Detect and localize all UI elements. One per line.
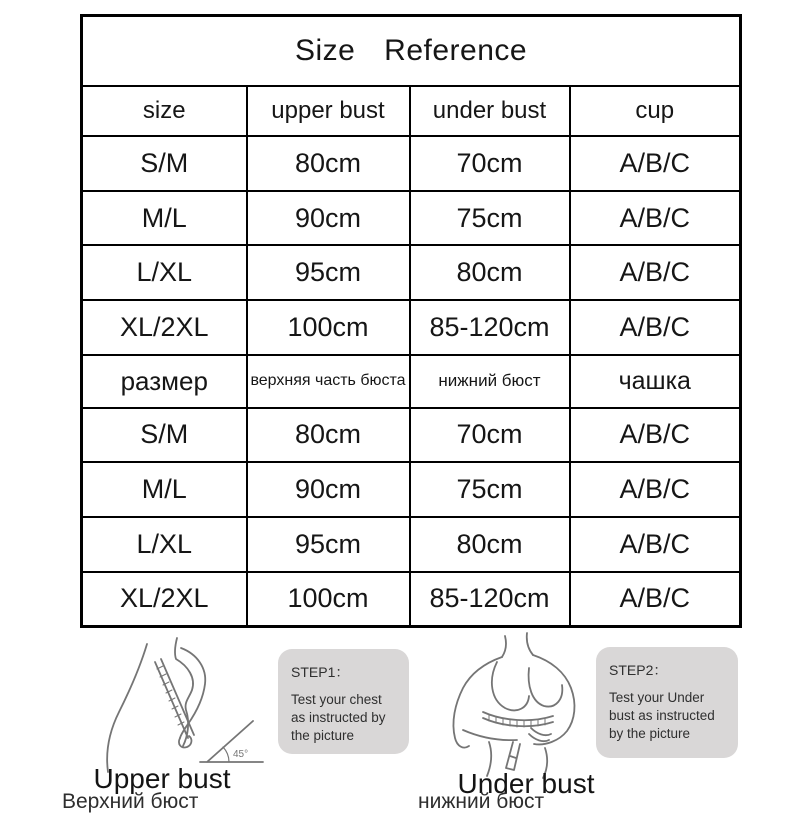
table-row bbox=[82, 86, 741, 136]
angle-lines bbox=[200, 721, 263, 762]
size-table-body bbox=[82, 16, 741, 627]
step2-label: STEP2： bbox=[609, 662, 668, 678]
table-header-cell: cup bbox=[570, 86, 741, 136]
hanging-tape-end bbox=[506, 742, 520, 770]
table-cell: 80cm bbox=[247, 136, 410, 191]
table-cell: 80cm bbox=[247, 408, 410, 463]
table-header-cell: размер bbox=[82, 355, 247, 408]
table-row bbox=[82, 572, 741, 627]
figure-neck-right bbox=[527, 633, 533, 655]
table-header-cell: upper bust bbox=[247, 86, 410, 136]
table-title: Size Reference bbox=[82, 16, 741, 87]
step2-box bbox=[596, 647, 738, 758]
figure-hands bbox=[529, 728, 551, 741]
figure-back-line bbox=[107, 644, 147, 772]
table-cell: L/XL bbox=[82, 517, 247, 572]
table-cell: 90cm bbox=[247, 191, 410, 246]
table-cell: 85-120cm bbox=[410, 572, 570, 627]
table-cell: 100cm bbox=[247, 572, 410, 627]
angle-label: 45° bbox=[233, 749, 249, 760]
step1-text: Test your chest as instructed by the picture bbox=[291, 692, 386, 743]
table-cell: S/M bbox=[82, 136, 247, 191]
table-cell: M/L bbox=[82, 462, 247, 517]
angle-arc bbox=[223, 747, 229, 762]
table-cell: A/B/C bbox=[570, 191, 741, 246]
table-cell: A/B/C bbox=[570, 572, 741, 627]
table-title-row bbox=[82, 16, 741, 87]
step1-box bbox=[278, 649, 409, 754]
table-header-cell: нижний бюст bbox=[410, 355, 570, 408]
step2-text: Test your Under bust as instructed by the picture bbox=[609, 690, 715, 741]
upper-bust-illustration bbox=[95, 638, 265, 774]
figure-left-breast bbox=[492, 662, 529, 710]
table-cell: 95cm bbox=[247, 517, 410, 572]
figure-left-forearm bbox=[463, 730, 517, 740]
table-cell: 70cm bbox=[410, 408, 570, 463]
underbust-tape bbox=[483, 712, 553, 726]
table-cell: XL/2XL bbox=[82, 572, 247, 627]
table-cell: M/L bbox=[82, 191, 247, 246]
table-cell: XL/2XL bbox=[82, 300, 247, 355]
table-cell: A/B/C bbox=[570, 245, 741, 300]
upper-bust-caption-ru-text: Верхний бюст bbox=[62, 790, 199, 813]
table-row bbox=[82, 517, 741, 572]
table-row bbox=[82, 300, 741, 355]
table-cell: 70cm bbox=[410, 136, 570, 191]
upper-bust-caption: Upper bust bbox=[93, 763, 231, 794]
table-cell: S/M bbox=[82, 408, 247, 463]
under-bust-caption-ru-clipped bbox=[418, 790, 608, 813]
figure-neck-left bbox=[502, 636, 506, 657]
table-cell: 90cm bbox=[247, 462, 410, 517]
under-bust-caption: Under bust bbox=[457, 768, 595, 799]
table-header-cell: size bbox=[82, 86, 247, 136]
size-reference-table bbox=[80, 14, 742, 628]
table-row bbox=[82, 462, 741, 517]
under-bust-caption-ru-text: нижний бюст bbox=[418, 790, 545, 813]
step1-label: STEP1： bbox=[291, 664, 350, 680]
upper-bust-caption-ru-clipped bbox=[62, 790, 252, 813]
table-row bbox=[82, 191, 741, 246]
under-bust-illustration bbox=[433, 630, 598, 780]
table-cell: 80cm bbox=[410, 245, 570, 300]
table-row bbox=[82, 136, 741, 191]
table-cell: 75cm bbox=[410, 462, 570, 517]
table-cell: A/B/C bbox=[570, 517, 741, 572]
figure-left-arm bbox=[453, 657, 502, 748]
table-cell: 80cm bbox=[410, 517, 570, 572]
table-cell: A/B/C bbox=[570, 462, 741, 517]
table-cell: A/B/C bbox=[570, 408, 741, 463]
table-header-cell: under bust bbox=[410, 86, 570, 136]
figure-right-arm bbox=[533, 655, 574, 744]
table-cell: A/B/C bbox=[570, 300, 741, 355]
table-cell: A/B/C bbox=[570, 136, 741, 191]
table-header-cell: верхняя часть бюста bbox=[247, 355, 410, 408]
table-cell: 75cm bbox=[410, 191, 570, 246]
table-cell: 95cm bbox=[247, 245, 410, 300]
table-row bbox=[82, 408, 741, 463]
figure-right-breast bbox=[529, 668, 563, 707]
figure-arm-line bbox=[180, 648, 205, 738]
table-cell: 85-120cm bbox=[410, 300, 570, 355]
table-header-cell: чашка bbox=[570, 355, 741, 408]
table-row bbox=[82, 355, 741, 408]
table-cell: L/XL bbox=[82, 245, 247, 300]
table-row bbox=[82, 245, 741, 300]
table-cell: 100cm bbox=[247, 300, 410, 355]
